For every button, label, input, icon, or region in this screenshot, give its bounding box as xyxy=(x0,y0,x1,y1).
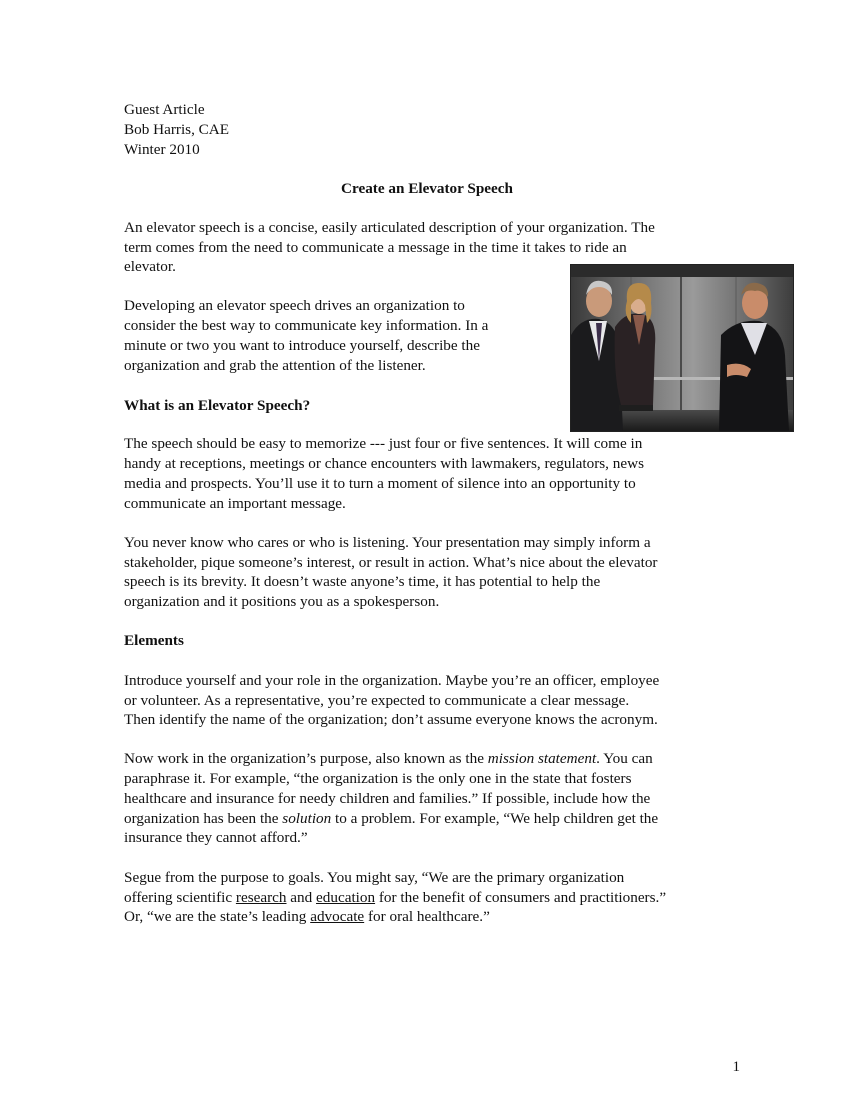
text-line: elevator. xyxy=(124,258,176,275)
text-line: speech is its brevity. It doesn’t waste anyone’s time, it has potential to help the xyxy=(124,573,601,590)
italic-text: solution xyxy=(282,810,332,827)
text-line: consider the best way to communicate key information. In a xyxy=(124,317,489,334)
text-run: to a problem. For example, “We help children get the xyxy=(331,810,659,827)
text-run: offering scientific xyxy=(124,889,236,906)
text-line xyxy=(124,749,653,769)
text-line xyxy=(124,907,490,927)
article-title: Create an Elevator Speech xyxy=(341,180,513,197)
text-line: handy at receptions, meetings or chance encounters with lawmakers, regulators, news xyxy=(124,455,644,472)
underlined-text: research xyxy=(235,889,287,906)
text-run: for oral healthcare.” xyxy=(364,908,490,925)
text-line: organization and it positions you as a spokesperson. xyxy=(124,593,440,610)
underlined-text: education xyxy=(316,889,376,906)
text-line: minute or two you want to introduce yourself, describe the xyxy=(124,337,480,354)
text-line: organization and grab the attention of the listener. xyxy=(124,357,426,374)
text-line xyxy=(124,809,658,829)
article-kind: Guest Article xyxy=(124,101,205,118)
text-run: organization has been the xyxy=(124,810,283,827)
text-line: or volunteer. As a representative, you’re expected to communicate a clear message. xyxy=(124,692,630,709)
text-line: The speech should be easy to memorize --- just four or five sentences. It will come in xyxy=(124,435,643,452)
text-line: You never know who cares or who is listening. Your presentation may simply inform a xyxy=(124,534,651,551)
text-run: Now work in the organization’s purpose, also known as the xyxy=(124,750,488,767)
elevator-conversation-photo xyxy=(570,264,794,432)
section-heading-elements: Elements xyxy=(124,632,184,649)
text-line: term comes from the need to communicate a message in the time it takes to ride an xyxy=(124,239,627,256)
text-line: An elevator speech is a concise, easily articulated description of your organization. The xyxy=(124,219,655,236)
text-line: communicate an important message. xyxy=(124,495,346,512)
underlined-text: advocate xyxy=(310,908,365,925)
italic-text: mission statement xyxy=(487,750,597,767)
text-line: paraphrase it. For example, “the organization is the only one in the state that fosters xyxy=(124,770,632,787)
text-line: Then identify the name of the organization; don’t assume everyone knows the acronym. xyxy=(124,711,658,728)
page-number: 1 xyxy=(732,1059,740,1075)
article-author: Bob Harris, CAE xyxy=(124,121,230,138)
text-line: healthcare and insurance for needy children and families.” If possible, include how the xyxy=(124,790,651,807)
text-line: Developing an elevator speech drives an organization to xyxy=(124,297,465,314)
text-line: media and prospects. You’ll use it to turn a moment of silence into an opportunity to xyxy=(124,475,636,492)
section-heading-what-is: What is an Elevator Speech? xyxy=(124,397,311,414)
text-run: . You can xyxy=(596,750,653,767)
text-run: Or, “we are the state’s leading xyxy=(124,908,311,925)
text-line: insurance they cannot afford.” xyxy=(124,829,308,846)
text-line: Segue from the purpose to goals. You might say, “We are the primary organization xyxy=(124,869,625,886)
article-date: Winter 2010 xyxy=(124,141,200,158)
text-line xyxy=(124,888,666,908)
text-run: for the benefit of consumers and practitioners.” xyxy=(375,889,667,906)
text-line: Introduce yourself and your role in the organization. Maybe you’re an officer, employee xyxy=(124,672,660,689)
text-run: and xyxy=(286,889,317,906)
text-line: stakeholder, pique someone’s interest, or result in action. What’s nice about the elevator xyxy=(124,554,658,571)
